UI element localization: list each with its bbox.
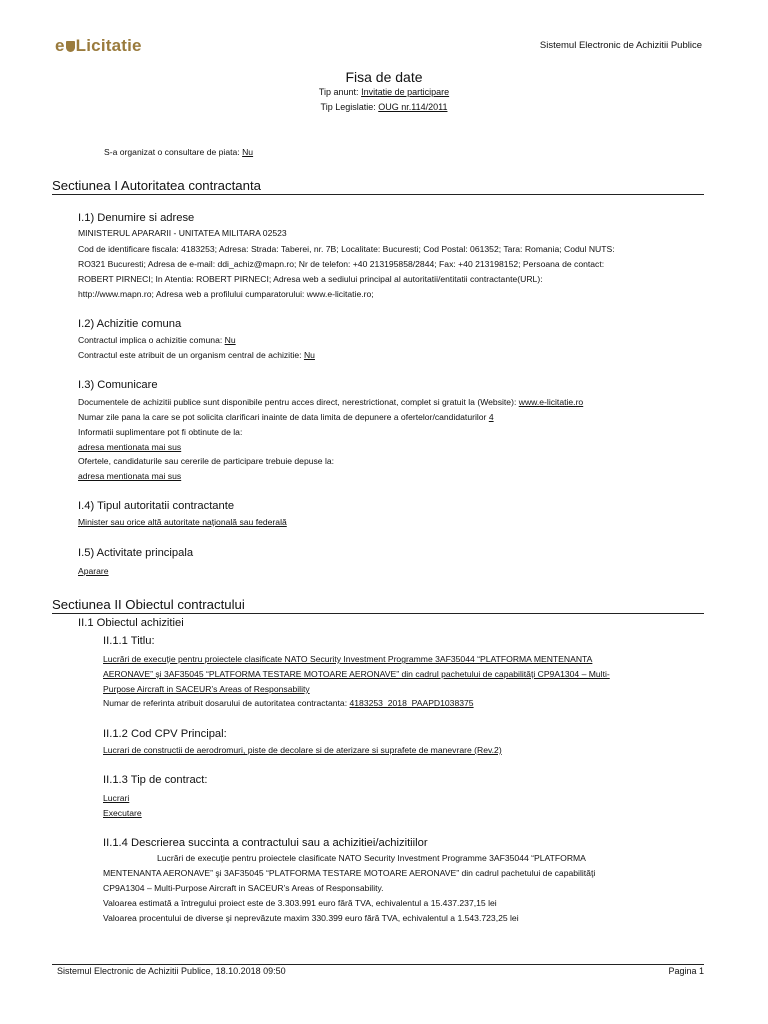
page-title: Fisa de date [345, 69, 423, 85]
oferte-label: Ofertele, candidaturile sau cererile de participare trebuie depuse la: [78, 456, 335, 466]
titlu-line-2: AERONAVE” şi 3AF35045 “PLATFORMA TESTARE MOTOARE AERONAVE” din cadrul pachetului de capabilităţi CP9A1304 – Multi- [103, 669, 610, 679]
address-line-3: ROBERT PIRNECI; In Atentia: ROBERT PIRNECI; Adresa web a sediului principal al autoritatii/entitatii contractante(URL): [78, 274, 543, 284]
documents-website: Documentele de achizitii publice sunt disponibile pentru acces direct, nerestrictionat, complet si gratuit la (Website): www.e-licitatie.ro [78, 397, 584, 407]
info-label: Informatii suplimentare pot fi obtinute de la: [78, 427, 243, 437]
consultare-piata: S-a organizat o consultare de piata: Nu [104, 147, 254, 157]
clarificari-zile: Numar zile pana la care se pot solicita clarificari inainte de data limita de depunere a ofertelor/candidaturilor 4 [78, 412, 494, 422]
tip-contract-1: Lucrari [103, 793, 130, 803]
achizitie-comuna: Contractul implica o achizitie comuna: Nu [78, 335, 236, 345]
desc-line-1: Lucrări de execuţie pentru proiectele clasificate NATO Security Investment Programme 3AF35044 “PLATFORMA [157, 853, 586, 863]
numar-referinta: Numar de referinta atribuit dosarului de autoritatea contractanta: 4183253_2018_PAAPD1038375 [103, 698, 474, 708]
oferte-value: adresa mentionata mai sus [78, 471, 182, 481]
i4-heading: I.4) Tipul autoritatii contractante [78, 500, 235, 512]
titlu-line-1: Lucrări de execuţie pentru proiectele clasificate NATO Security Investment Programme 3AF35044 “PLATFORMA MENTENANTA [103, 654, 593, 664]
desc-line-5: Valoarea procentului de diverse şi neprevăzute maxim 330.399 euro fără TVA, echivalentul a 1.543.723,25 lei [103, 913, 519, 923]
address-line-2: RO321 Bucuresti; Adresa de e-mail: ddi_achiz@mapn.ro; Nr de telefon: +40 213195858/2844; Fax: +40 213198152; Persoana de contact: [78, 259, 605, 269]
footer-divider [52, 964, 704, 965]
ii13-heading: II.1.3 Tip de contract: [103, 774, 208, 786]
titlu-line-3: Purpose Aircraft in SACEUR’s Areas of Responsability [103, 684, 310, 694]
ii11-heading: II.1.1 Titlu: [103, 635, 155, 647]
desc-line-3: CP9A1304 – Multi-Purpose Aircraft in SACEUR’s Areas of Responsability. [103, 883, 384, 893]
address-line-4: http://www.mapn.ro; Adresa web a profilului cumparatorului: www.e-licitatie.ro; [78, 289, 374, 299]
info-value: adresa mentionata mai sus [78, 442, 182, 452]
i5-value: Aparare [78, 566, 109, 576]
section-1-divider [52, 194, 704, 195]
desc-line-2: MENTENANTA AERONAVE” şi 3AF35045 “PLATFORMA TESTARE MOTOARE AERONAVE” din cadrul pachetului de capabilităţi [103, 868, 596, 878]
section-2-divider [52, 613, 704, 614]
address-line-1: Cod de identificare fiscala: 4183253; Adresa: Strada: Taberei, nr. 7B; Localitate: Bucuresti; Cod Postal: 061352; Tara: Romania; Codul NUTS: [78, 244, 615, 254]
tip-anunt: Tip anunt: Invitatie de participare [318, 87, 450, 97]
i1-heading: I.1) Denumire si adrese [78, 212, 195, 224]
i2-heading: I.2) Achizitie comuna [78, 318, 182, 330]
section-2-title: Sectiunea II Obiectul contractului [52, 597, 245, 612]
ii12-heading: II.1.2 Cod CPV Principal: [103, 728, 227, 740]
i4-value: Minister sau orice altă autoritate naţională sau federală [78, 517, 287, 527]
system-name: Sistemul Electronic de Achizitii Publice [539, 40, 702, 51]
ii1-heading: II.1 Obiectul achizitiei [78, 617, 184, 629]
elicitatie-logo: e Licitatie [55, 36, 142, 55]
organism-central: Contractul este atribuit de un organism central de achizitie: Nu [78, 350, 315, 360]
cpv-value: Lucrari de constructii de aerodromuri, piste de decolare si de aterizare si suprafete de manevrare (Rev.2) [103, 745, 502, 755]
section-1-title: Sectiunea I Autoritatea contractanta [52, 178, 261, 193]
footer-left: Sistemul Electronic de Achizitii Publice, 18.10.2018 09:50 [57, 966, 286, 976]
i5-heading: I.5) Activitate principala [78, 547, 194, 559]
shield-icon [66, 41, 75, 52]
authority-name: MINISTERUL APARARII - UNITATEA MILITARA 02523 [78, 228, 287, 238]
page-number: Pagina 1 [668, 966, 704, 976]
desc-line-4: Valoarea estimată a întregului proiect este de 3.303.991 euro fără TVA, echivalentul a 15.437.237,15 lei [103, 898, 497, 908]
tip-contract-2: Executare [103, 808, 142, 818]
ii14-heading: II.1.4 Descrierea succinta a contractului sau a achizitiei/achizitiilor [103, 837, 428, 849]
i3-heading: I.3) Comunicare [78, 379, 158, 391]
website-link[interactable]: www.e-licitatie.ro [518, 397, 584, 407]
tip-legislatie: Tip Legislatie: OUG nr.114/2011 [320, 102, 448, 112]
